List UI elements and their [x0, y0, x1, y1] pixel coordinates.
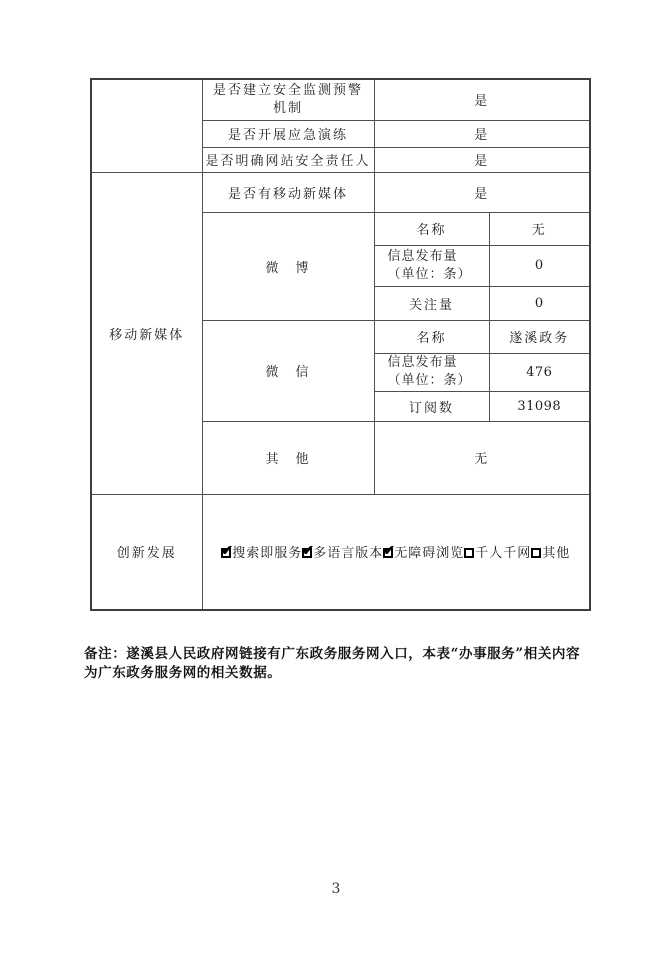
section-cell-mobile-media: 移动新媒体	[91, 172, 202, 494]
footnote	[84, 645, 598, 683]
checkbox-icon	[221, 548, 231, 558]
checkbox-option-search-service	[221, 546, 302, 561]
row-value-wechat-name: 遂溪政务	[489, 320, 590, 353]
row-label-line1: 信息发布量	[387, 355, 458, 370]
footnote-line1: 备注：遂溪县人民政府网链接有广东政务服务网入口，本表“办事服务”相关内容	[84, 646, 581, 662]
row-label-line2: （单位：条）	[387, 373, 472, 388]
row-value-security-responsible: 是	[374, 147, 590, 172]
checkbox-icon	[383, 548, 393, 558]
checkbox-label: 多语言版本	[313, 546, 384, 562]
row-label-wechat-name: 名称	[374, 320, 489, 353]
row-value-wechat-subscribers: 31098	[489, 391, 590, 421]
checkbox-option-accessibility	[383, 546, 464, 561]
row-value-emergency-drill: 是	[374, 120, 590, 147]
row-label-wechat-posts	[374, 353, 489, 391]
checkbox-icon	[464, 548, 474, 558]
section-cell-innovation: 创新发展	[91, 494, 202, 610]
table-row	[91, 494, 590, 610]
row-value-security-monitor: 是	[374, 79, 590, 120]
checkbox-label: 搜索即服务	[232, 546, 303, 562]
row-label-weibo-followers: 关注量	[374, 286, 489, 320]
group-label-other-media: 其 他	[202, 421, 374, 494]
row-label-line1: 是否建立安全监测预警	[212, 82, 363, 98]
checkbox-option-personalized	[464, 546, 531, 561]
row-value-wechat-posts: 476	[489, 353, 590, 391]
row-label-security-responsible: 是否明确网站安全责任人	[202, 147, 374, 172]
checkbox-label: 其他	[542, 546, 571, 562]
row-value-other-media: 无	[374, 421, 590, 494]
row-value-weibo-name: 无	[489, 212, 590, 245]
row-label-line2: （单位：条）	[387, 266, 472, 282]
row-value-weibo-posts: 0	[489, 245, 590, 286]
table-row	[91, 172, 590, 212]
checkbox-label: 无障碍浏览	[394, 546, 465, 562]
checkbox-option-multilingual	[302, 546, 383, 561]
row-label-line2: 机制	[272, 100, 303, 116]
row-label-has-mobile-media: 是否有移动新媒体	[202, 172, 374, 212]
page-number: 3	[331, 881, 341, 897]
row-value-has-mobile-media: 是	[374, 172, 590, 212]
footnote-line2: 为广东政务服务网的相关数据。	[84, 665, 282, 681]
table-row	[91, 79, 590, 120]
group-label-weibo: 微 博	[202, 212, 374, 320]
innovation-options-cell	[202, 494, 590, 610]
row-label-weibo-posts	[374, 245, 489, 286]
report-table	[90, 78, 591, 611]
row-label-weibo-name: 名称	[374, 212, 489, 245]
group-label-wechat: 微 信	[202, 320, 374, 421]
row-label-line1: 信息发布量	[387, 248, 458, 264]
row-label-security-monitor	[202, 79, 374, 120]
row-label-wechat-subscribers: 订阅数	[374, 391, 489, 421]
checkbox-group	[203, 542, 590, 561]
row-value-weibo-followers: 0	[489, 286, 590, 320]
checkbox-label: 千人千网	[475, 546, 532, 562]
checkbox-option-other	[531, 546, 570, 561]
row-label-emergency-drill: 是否开展应急演练	[202, 120, 374, 147]
section-cell-empty	[91, 79, 202, 172]
checkbox-icon	[531, 548, 541, 558]
checkbox-icon	[302, 548, 312, 558]
